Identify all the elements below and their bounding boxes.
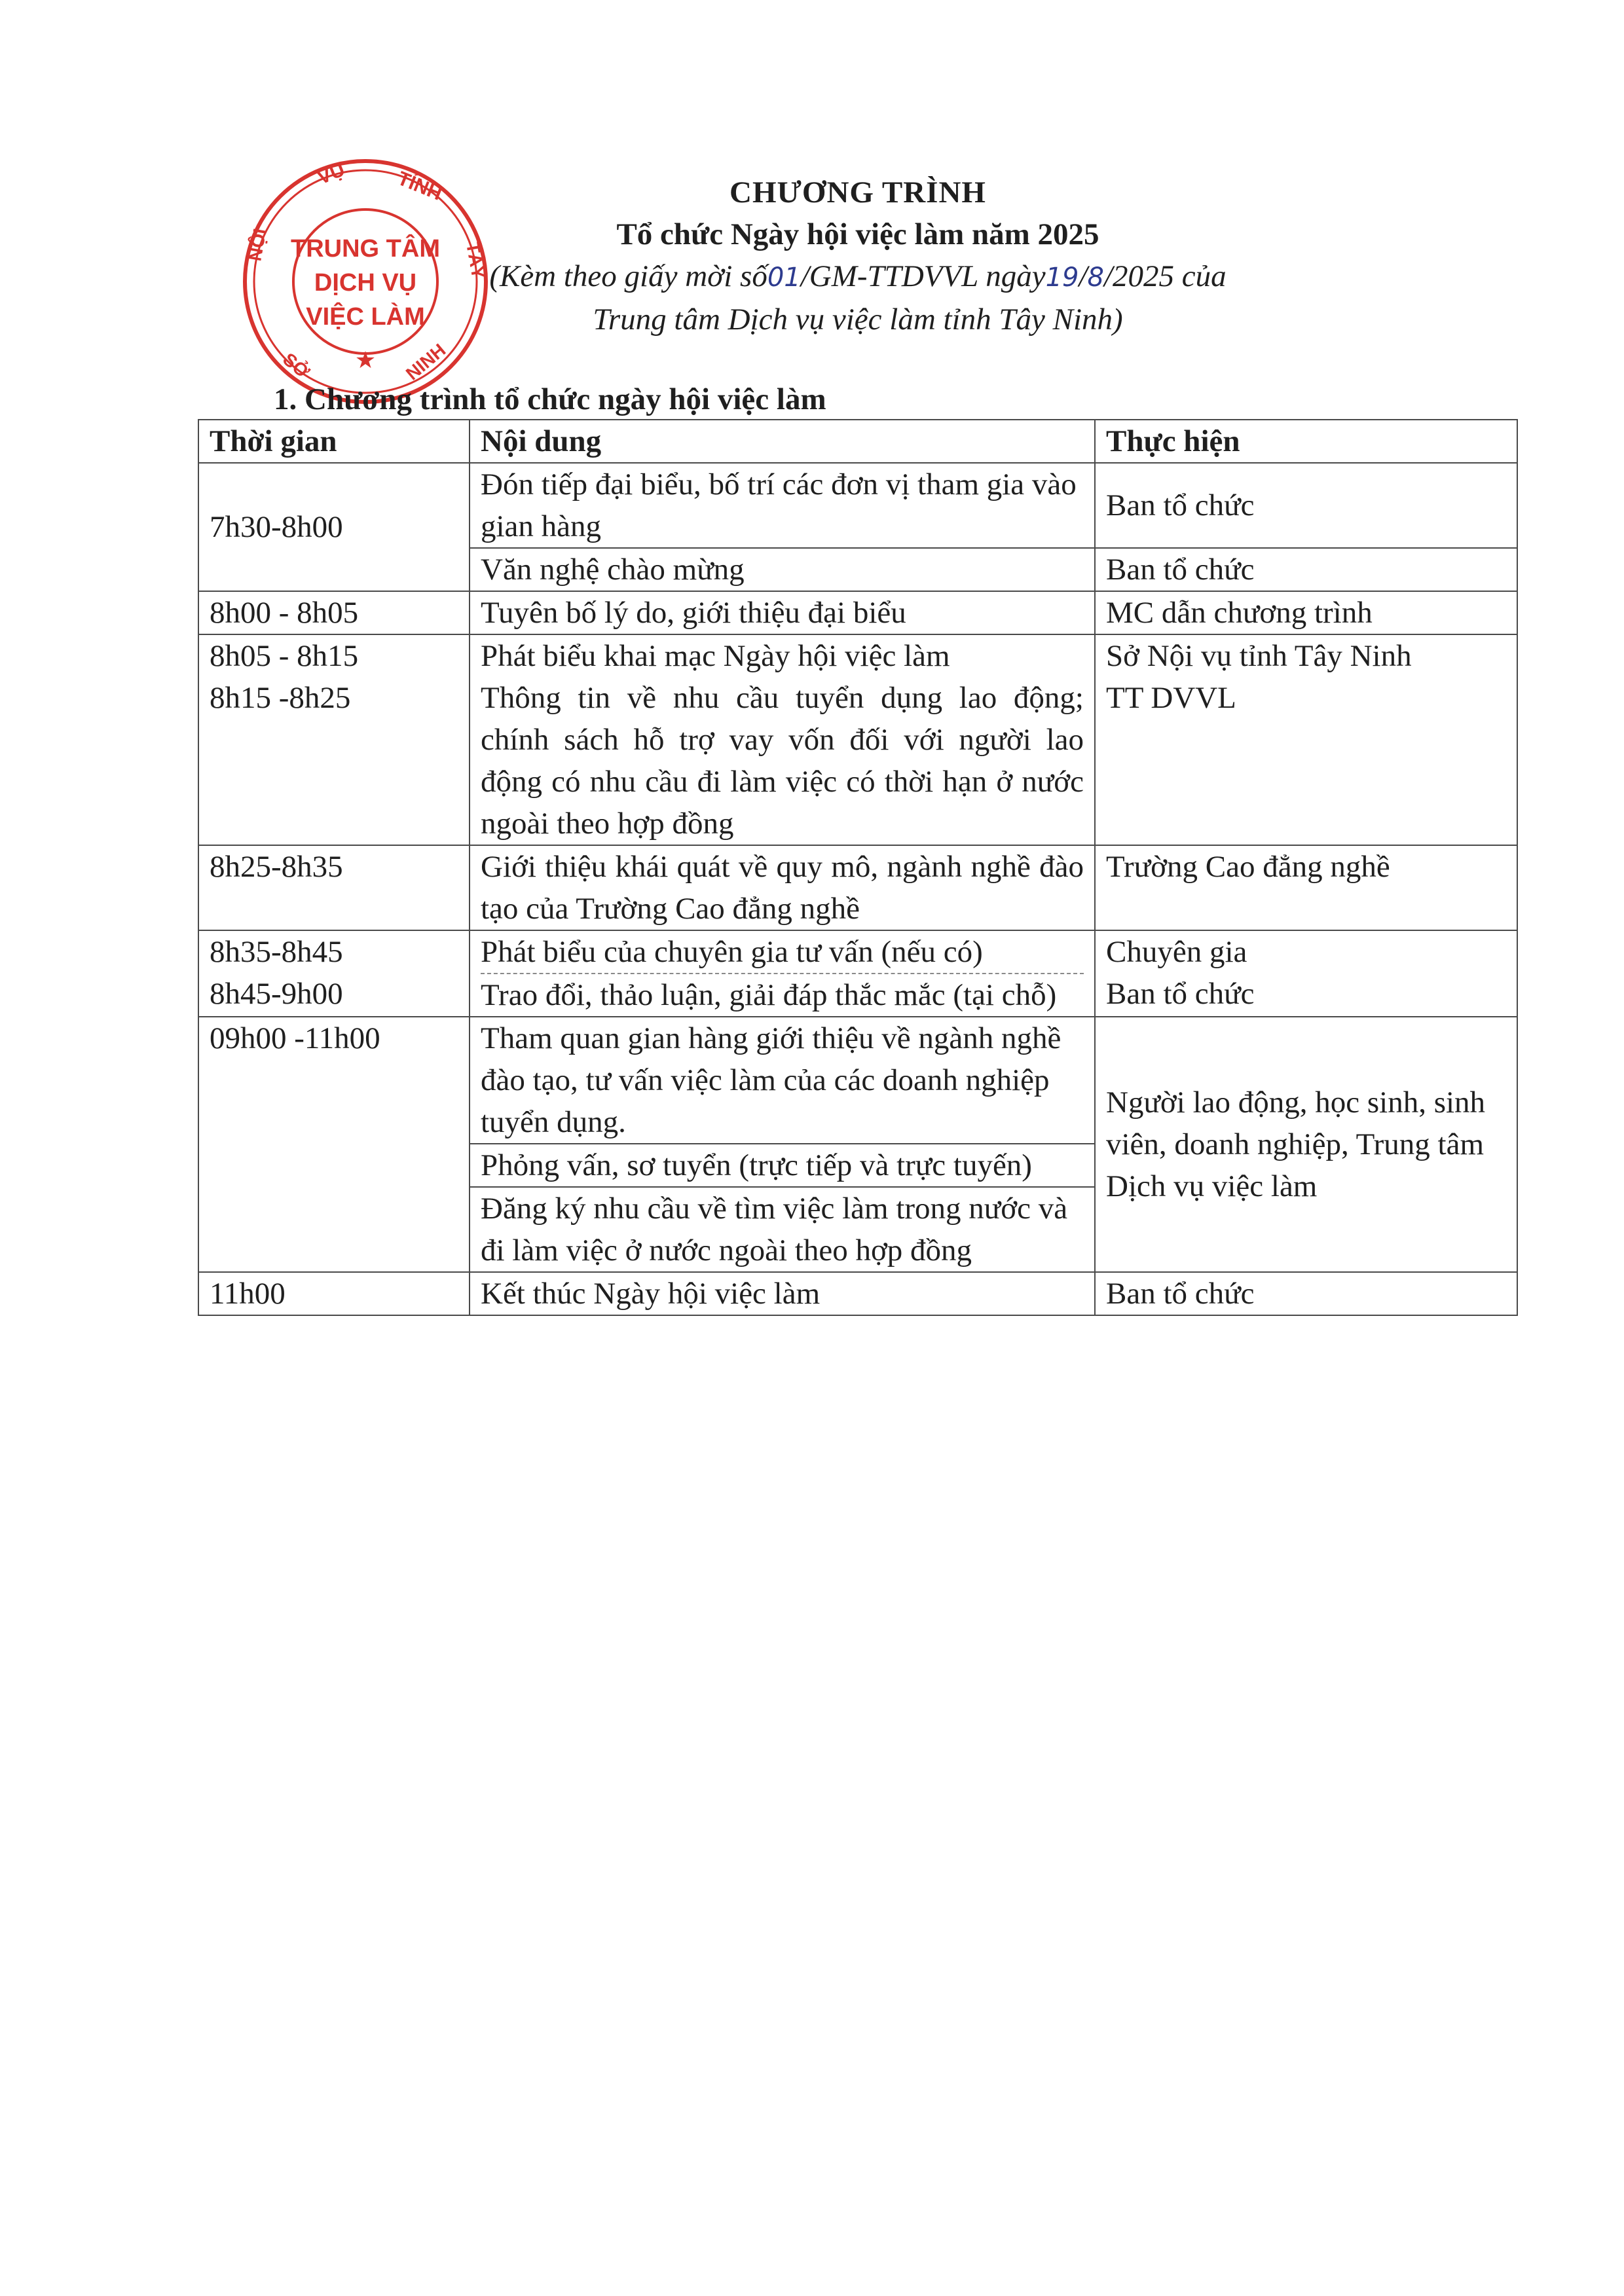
content-line: Trao đổi, thảo luận, giải đáp thắc mắc (tại chỗ): [481, 978, 1057, 1012]
table-header-row: [198, 420, 1517, 463]
executor-cell: Người lao động, học sinh, sinh viên, doanh nghiệp, Trung tâm Dịch vụ việc làm: [1095, 1017, 1517, 1272]
time-cell: 8h00 - 8h05: [198, 591, 470, 634]
time-cell: 11h00: [198, 1272, 470, 1315]
document-title: CHƯƠNG TRÌNH: [729, 175, 986, 210]
content-cell: Phỏng vấn, sơ tuyển (trực tiếp và trực tuyến): [470, 1144, 1095, 1187]
content-cell: Đón tiếp đại biểu, bố trí các đơn vị tham gia vào gian hàng: [470, 463, 1095, 548]
table-row: [198, 591, 1517, 634]
table-row: [198, 463, 1517, 548]
time-cell: 7h30-8h00: [198, 463, 470, 591]
stamp-line-2: DỊCH VỤ: [314, 269, 417, 297]
stamp-line-3: VIỆC LÀM: [306, 303, 425, 331]
content-cell: [470, 930, 1095, 1017]
time-line: 8h35-8h45: [210, 935, 343, 969]
handwritten-day: 19: [1045, 263, 1079, 293]
executor-cell: Ban tổ chức: [1095, 463, 1517, 548]
document-subtitle: Tổ chức Ngày hội việc làm năm 2025: [616, 217, 1099, 251]
time-cell: [198, 634, 470, 845]
executor-line: TT DVVL: [1106, 681, 1236, 715]
schedule-table: [198, 419, 1518, 1316]
document-header: [393, 172, 1323, 340]
content-line: Phát biểu của chuyên gia tư vấn (nếu có): [481, 931, 1084, 974]
table-row: [198, 634, 1517, 845]
stamp-star-icon: ★: [354, 347, 377, 373]
content-cell: Văn nghệ chào mừng: [470, 548, 1095, 591]
executor-cell: Ban tổ chức: [1095, 548, 1517, 591]
time-cell: [198, 930, 470, 1017]
executor-line: Ban tổ chức: [1106, 977, 1255, 1011]
stamp-bottom-right-text: NINH: [401, 339, 450, 384]
stamp-left-text: NỘI: [244, 227, 270, 263]
attach-middle: /GM-TTDVVL ngày: [800, 259, 1046, 293]
attachment-issuer: Trung tâm Dịch vụ việc làm tỉnh Tây Ninh): [593, 302, 1123, 337]
content-cell: Đăng ký nhu cầu về tìm việc làm trong nước và đi làm việc ở nước ngoài theo hợp đồng: [470, 1187, 1095, 1272]
executor-line: Sở Nội vụ tỉnh Tây Ninh: [1106, 639, 1412, 673]
time-cell: 09h00 -11h00: [198, 1017, 470, 1272]
attach-prefix: (Kèm theo giấy mời số: [489, 259, 767, 293]
stamp-line-1: TRUNG TÂM: [291, 235, 440, 263]
attach-suffix: /2025 của: [1104, 259, 1227, 293]
executor-cell: Trường Cao đẳng nghề: [1095, 845, 1517, 930]
stamp-top-left-text: VỤ: [314, 158, 348, 189]
stamp-right-text: TÂY: [462, 240, 489, 281]
section-heading: 1. Chương trình tổ chức ngày hội việc làm: [274, 382, 826, 416]
time-line: 8h15 -8h25: [210, 681, 351, 715]
handwritten-month: 8: [1087, 263, 1104, 293]
executor-cell: [1095, 930, 1517, 1017]
content-cell: Kết thúc Ngày hội việc làm: [470, 1272, 1095, 1315]
handwritten-number: 01: [767, 263, 801, 293]
header-executor: Thực hiện: [1095, 420, 1517, 463]
time-line: 8h05 - 8h15: [210, 639, 359, 673]
executor-cell: MC dẫn chương trình: [1095, 591, 1517, 634]
content-cell: Tuyên bố lý do, giới thiệu đại biểu: [470, 591, 1095, 634]
content-line: Phát biểu khai mạc Ngày hội việc làm: [481, 639, 950, 673]
table-row: [198, 930, 1517, 1017]
time-line: 8h45-9h00: [210, 977, 343, 1011]
table-row: [198, 1017, 1517, 1144]
content-cell: Giới thiệu khái quát về quy mô, ngành nghề đào tạo của Trường Cao đẳng nghề: [470, 845, 1095, 930]
executor-cell: [1095, 634, 1517, 845]
time-cell: 8h25-8h35: [198, 845, 470, 930]
header-content: Nội dung: [470, 420, 1095, 463]
executor-line: Chuyên gia: [1106, 935, 1247, 969]
table-row: [198, 845, 1517, 930]
stamp-bottom-left-text: SỞ: [279, 348, 314, 382]
content-cell: [470, 634, 1095, 845]
content-line: Thông tin về nhu cầu tuyển dụng lao động; chính sách hỗ trợ vay vốn đối với người lao động có nhu cầu đi làm việc có thời hạn ở nước ngoài theo hợp đồng: [481, 681, 1084, 841]
table-row: [198, 1272, 1517, 1315]
stamp-top-right-text: TỈNH: [394, 167, 445, 205]
executor-cell: Ban tổ chức: [1095, 1272, 1517, 1315]
attach-separator: /: [1079, 259, 1088, 293]
content-cell: Tham quan gian hàng giới thiệu về ngành nghề đào tạo, tư vấn việc làm của các doanh nghiệp tuyển dụng.: [470, 1017, 1095, 1144]
attachment-note: [393, 255, 1323, 299]
header-time: Thời gian: [198, 420, 470, 463]
